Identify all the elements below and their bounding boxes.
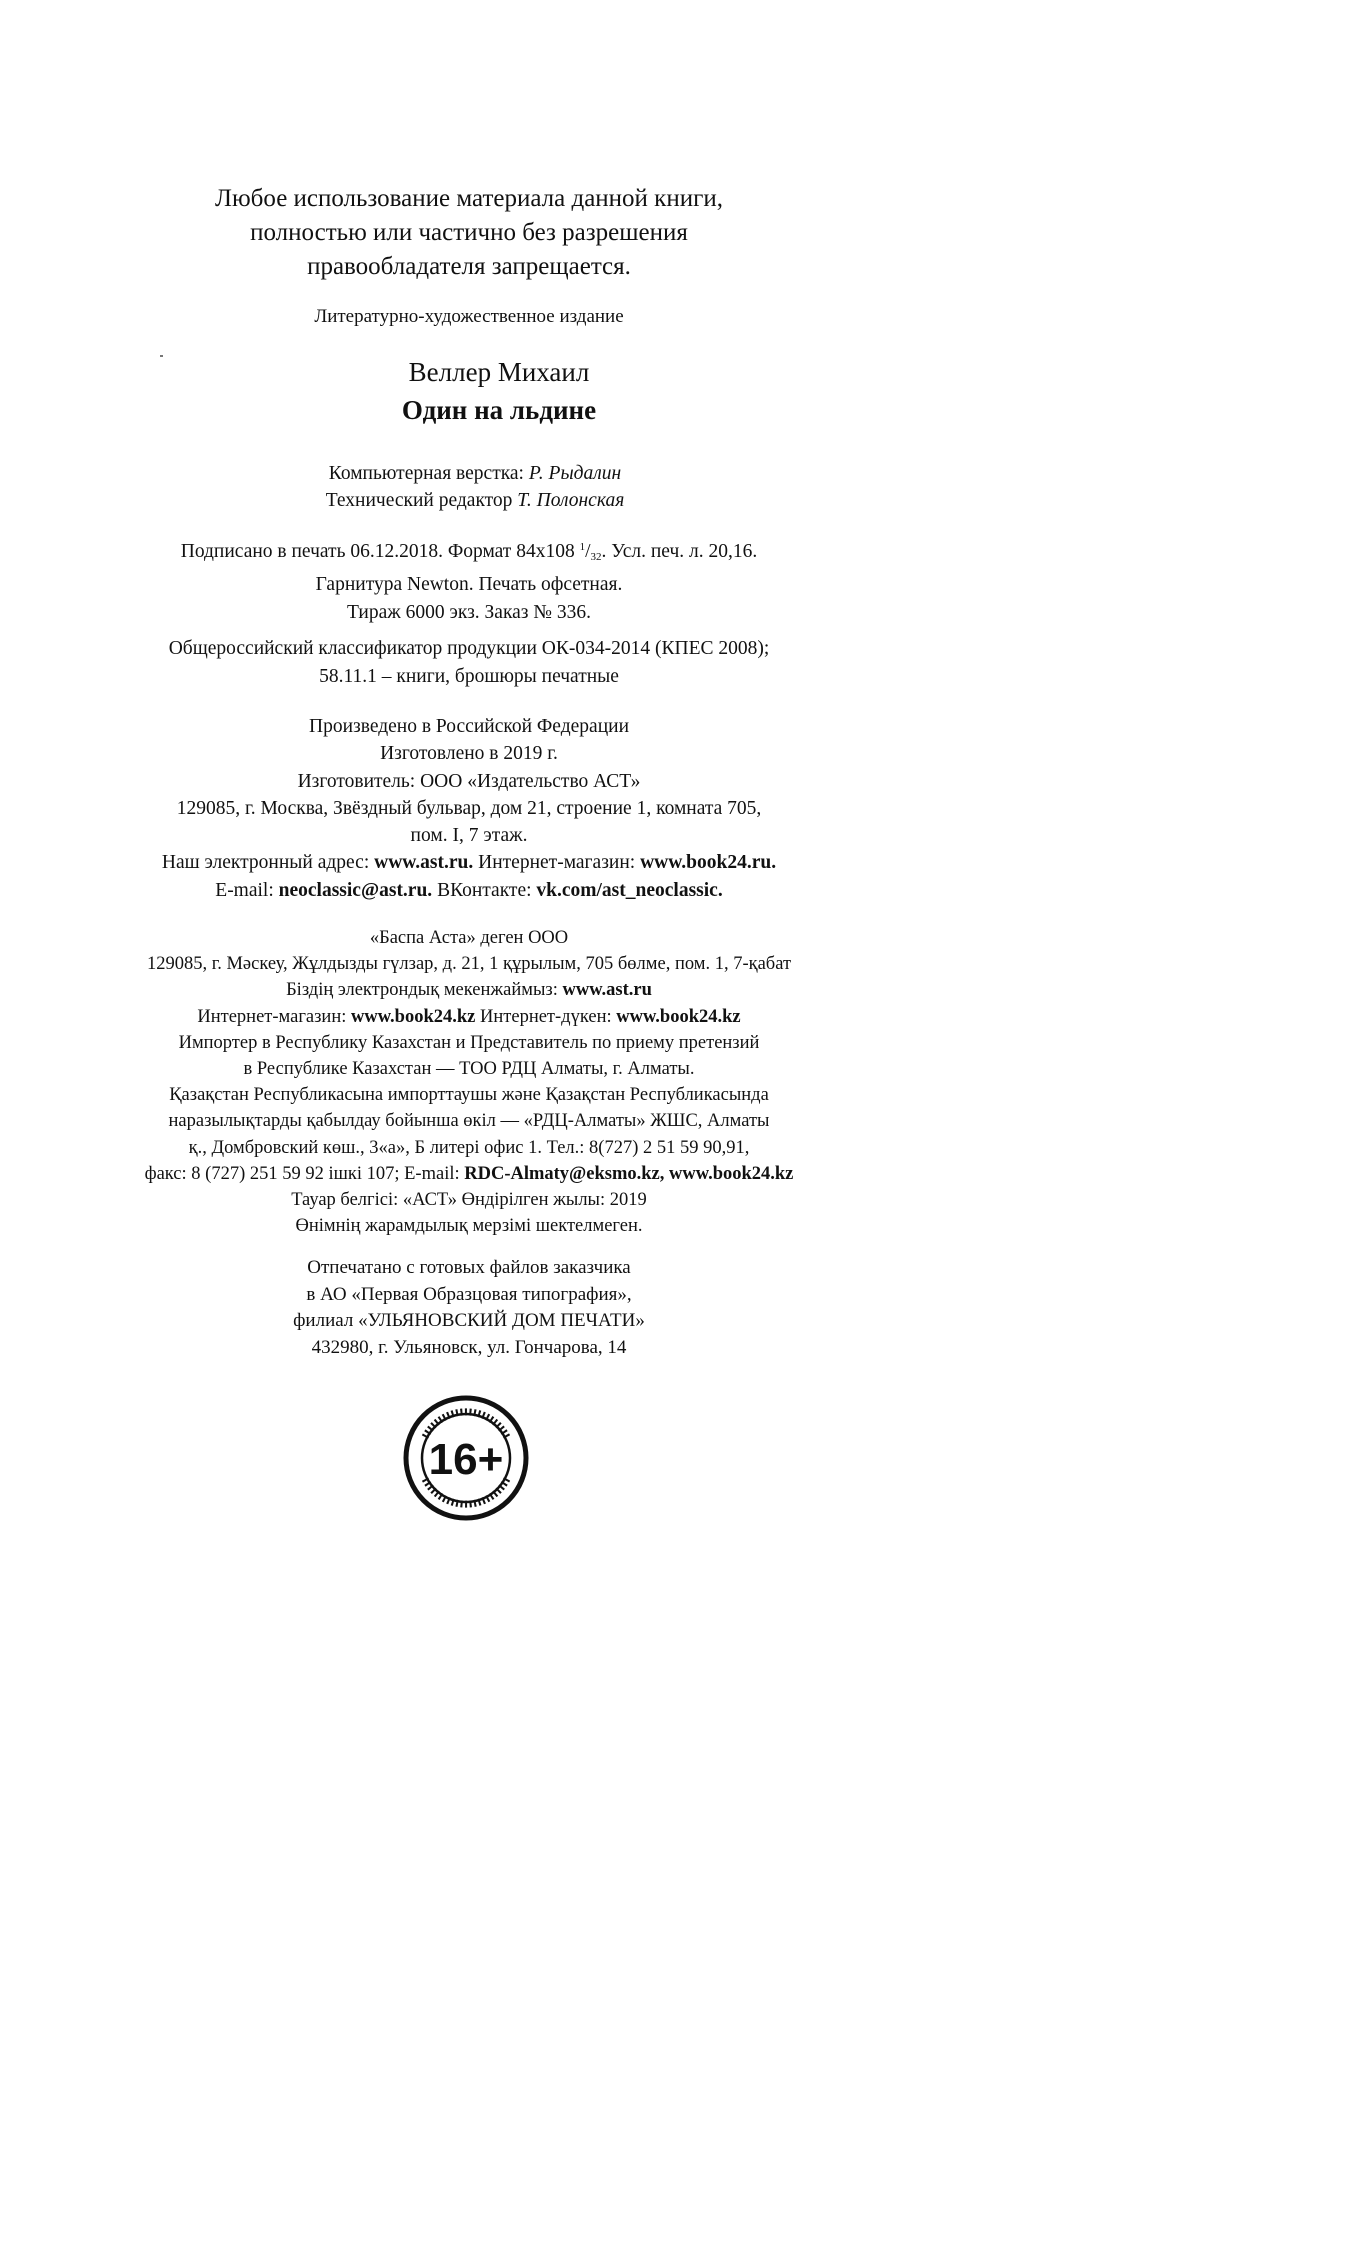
product-classifier [0,635,938,691]
kz-line: «Баспа Аста» деген ООО [369,928,569,948]
kz-line: Қазақстан Республикасына импорттаушы және Қазақстан Республикасында [169,1085,769,1106]
kz-line: қ., Домбровский көш., 3«а», Б литері офис 1. Тел.: 8(727) 2 51 59 90,91, [188,1137,750,1158]
manufacturer-line: Произведено в Российской Федерации [309,716,629,737]
age-rating: 16+ [428,1435,504,1484]
layout-name: Р. Рыдалин [528,463,622,484]
website-link[interactable]: www.ast.ru. [374,852,474,874]
classifier-line: 58.11.1 – книги, брошюры печатные [319,666,619,687]
editor-label: Технический редактор [325,490,513,511]
kz-site-label: Біздің электрондық мекенжаймыз: [286,980,558,1001]
manufacturer-address: 129085, г. Москва, Звёздный бульвар, дом 21, строение 1, комната 705, [176,797,762,819]
layout-credit [6,460,944,487]
typeface-line: Гарнитура Newton. Печать офсетная. [315,574,623,595]
shop-link[interactable]: www.book24.ru. [640,852,777,874]
kz-shop-line [0,1004,938,1030]
print-info [0,533,938,627]
kz-line: в Республике Казахстан — ТОО РДЦ Алматы, г. Алматы. [243,1059,695,1080]
format-denominator: 32 [590,551,602,563]
copyright-notice [0,182,938,284]
manufacturer-line: Изготовитель: ООО «Издательство АСТ» [297,770,641,792]
kz-line: Өнімнің жарамдылық мерзімі шектелмеген. [295,1216,643,1237]
printer-line: филиал «УЛЬЯНОВСКИЙ ДОМ ПЕЧАТИ» [293,1310,645,1331]
signed-line [0,533,938,571]
classifier-line: Общероссийский классификатор продукции ОК-034-2014 (КПЕС 2008); [168,638,770,659]
kz-shop-label: Интернет-магазин: [197,1006,347,1027]
printer-line: 432980, г. Ульяновск, ул. Гончарова, 14 [311,1336,627,1358]
shop-label: Интернет-магазин: [478,852,636,874]
book-title: Один на льдине [401,395,597,425]
copyright-line: правообладателя запрещается. [307,253,631,280]
printer-info [0,1255,938,1361]
printer-line: Отпечатано с готовых файлов заказчика [307,1257,631,1278]
email-link[interactable]: neoclassic@ast.ru. [278,879,433,901]
email-label: E-mail: [215,879,274,901]
website-label: Наш электронный адрес: [161,852,370,874]
author-name: Веллер Михаил [408,357,590,387]
format-numerator: 1 [579,541,586,553]
editor-credit [6,487,944,514]
credits [6,460,944,514]
copyright-line: Любое использование материала данной книги, [215,185,723,212]
imprint-page [0,0,938,1568]
kazakhstan-info [0,925,938,1239]
format-slash: / [585,541,591,562]
manufacturer-address: пом. I, 7 этаж. [410,825,528,847]
age-rating-badge [403,1395,529,1521]
print-run-line: Тираж 6000 экз. Заказ № 336. [347,602,591,623]
kz-fax-line [0,1161,938,1187]
vk-label: ВКонтакте: [437,879,532,901]
kz-line: 129085, г. Мәскеу, Жұлдызды гүлзар, д. 21, 1 құрылым, 705 бөлме, пом. 1, 7-қабат [146,954,792,975]
kz-shop-link[interactable]: www.book24.kz [351,1006,476,1027]
layout-label: Компьютерная верстка: [328,463,524,484]
editor-name: Т. Полонская [517,490,625,511]
kz-fax-email[interactable]: RDC-Almaty@eksmo.kz, www.book24.kz [464,1163,794,1184]
kz-line: Тауар белгісі: «АСТ» Өндірілген жылы: 2019 [291,1190,647,1211]
contact-line [0,849,938,876]
edition-type: Литературно-художественное издание [314,306,624,327]
signed-suffix: . Усл. печ. л. 20,16. [601,541,758,562]
printer-line: в АО «Первая Образцовая типография», [306,1283,632,1305]
email-line [0,877,938,904]
kz-shop2-link[interactable]: www.book24.kz [616,1006,741,1027]
kz-fax-label: факс: 8 (727) 251 59 92 ішкі 107; E-mail: [144,1163,460,1184]
manufacturer-line: Изготовлено в 2019 г. [380,743,558,765]
kz-site-line [0,977,938,1003]
copyright-line: полностью или частично без разрешения [250,219,688,246]
signed-prefix: Подписано в печать 06.12.2018. Формат 84x108 [180,541,575,562]
kz-site-link[interactable]: www.ast.ru [562,980,652,1001]
kz-line: Импортер в Республику Казахстан и Представитель по приему претензий [178,1032,760,1053]
kz-shop2-label: Интернет-дүкен: [480,1006,612,1027]
kz-line: наразылықтарды қабылдау бойынша өкіл — «РДЦ-Алматы» ЖШС, Алматы [168,1111,770,1132]
manufacturer-info [0,713,938,904]
vk-link[interactable]: vk.com/ast_neoclassic. [536,879,723,901]
